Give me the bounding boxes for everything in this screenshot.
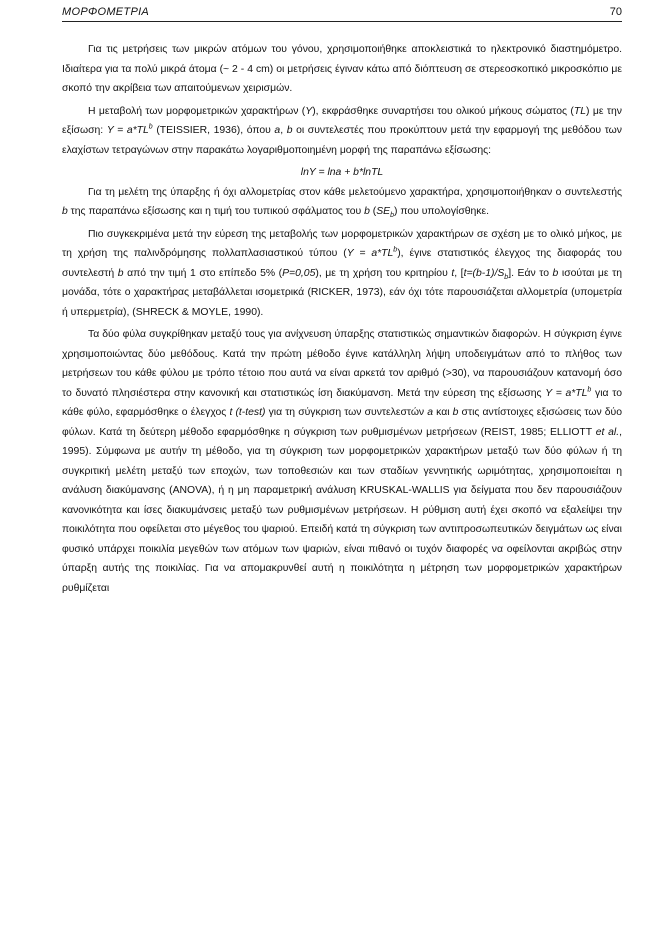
paragraph-4 [62,225,622,323]
text-run: Πιο συγκεκριμένα μετά την εύρεση της μεταβολής των μορφομετρικών χαρακτήρων σε σχέση με το ολικό μήκος, με τη χρήση της παλινδρόμησης πολλαπλασιαστικού τύπου ( [62,228,622,259]
equation-base: Y = a*TL [106,125,149,136]
text-run: της παραπάνω εξίσωσης και η τιμή του τυπικού σφάλματος του [67,206,365,217]
text-run: Η μεταβολή των μορφομετρικών χαρακτήρων ( [88,105,306,117]
var-a: a [274,125,281,136]
var-b: b [452,407,459,418]
equation-base: Y = a*TL [545,387,588,399]
text-run: στις αντίστοιχες εξισώσεις των δύο φύλων. Κατά τη δεύτερη μέθοδο εφαρμόσθηκε η σύγκριση των ρυθμισμένων μετρήσεων (REIST, 1985; ELLIOTT [62,407,622,438]
text-run: ), με τη χρήση του κριτηρίου [315,267,452,279]
text-run: ισούται με τη μονάδα, τότε ο χαρακτήρας μεταβάλλεται ισομετρικά (RICKER, 1973), εάν όχι τότε παρουσιάζεται αλλομετρία (υπομετρία ή υπερμετρία), (SHRECK & MOYLE, 1990). [62,267,622,318]
paragraph-1-text: Για τις μετρήσεις των μικρών ατόμων του γόνου, χρησιμοποιήθηκε αποκλειστικά το ηλεκτρονικό διαστημόμετρο. Ιδιαίτερα για τα πολύ μικρά άτομα (~ 2 - 4 cm) οι μετρήσεις έγιναν κάτω από διόπτευση σε στερεοσκοπικό μικροσκόπιο με σκοπό την ακρίβεια των απαιτούμενων χειρισμών. [62,44,622,94]
text-run: , [ [454,267,464,279]
var-b: b [364,206,370,217]
text-run: και [433,407,453,418]
text-run: για το κάθε φύλο, εφαρμόσθηκε ο έλεγχος [62,387,622,418]
et-al: et al. [595,426,620,438]
formula-base: t=(b-1)/S [463,267,505,279]
var-tl: TL [573,105,587,117]
body-text [62,40,622,601]
text-run: για τη σύγκριση των συντελεστών [265,407,428,418]
p-value: P=0,05 [282,267,316,279]
formula-subscript: b [504,273,509,281]
header-rule [62,21,622,22]
log-equation: lnY = lna + b*lnTL [300,167,384,178]
var-t: t [451,267,455,279]
t-test-term: t (t-test) [229,407,266,418]
page-number: 70 [609,6,622,18]
paragraph-2 [62,102,622,161]
text-run: ), έγινε στατιστικός έλεγχος της διαφοράς του συντελεστή [62,248,622,279]
var-b: b [286,125,293,136]
text-run: ), εκφράσθηκε συναρτήσει του ολικού μήκους σώματος ( [312,105,574,117]
var-b: b [117,267,124,279]
text-run: Για τη μελέτη της ύπαρξης ή όχι αλλομετρίας στον κάθε μελετούμενο χαρακτήρα, χρησιμοποιήθηκαν ο συντελεστής [88,186,622,198]
equation-inline [545,388,591,399]
paragraph-3 [62,183,622,222]
text-run: ) που υπολογίσθηκε. [394,206,490,217]
text-run: (TEISSIER, 1936), όπου [152,125,275,136]
text-run: , 1995). Σύμφωνα με αυτήν τη μέθοδο, για τη σύγκριση των μορφομετρικών χαρακτήρων μεταξύ των δύο φύλων ή τη συγκριτική μελέτη μεταξύ των εποχών, των τοποθεσιών και των σταδίων γεννητικής ωριμότητας, χρησιμοποιείται η ανάλυση διακύμανσης (ANOVA), ή η μη παραμετρική ανάλυση KRUSKAL-WALLIS για δείγματα που δεν παρουσιάζουν κανονικότητα και ίσες διακυμάνσεις μεταξύ των ρυθμισμένων μετρήσεων. Η ρύθμιση αυτή έχει σκοπό να εξαλείψει την ποικιλότητα που οφείλεται στο μέγεθος του ψαριού. Επειδή κατά τη σύγκριση των αντιπροσωπευτικών δειγμάτων ως είναι φυσικό υπάρχει ποικιλία μεγεθών των ατόμων των ψαριών, είναι πιθανό οι τυχόν διαφορές να οφείλονται ακριβώς στην ύπαρξη αυτής της ποικιλίας. Για να απομακρυνθεί αυτή η ποικιλότητα η μέτρηση των μορφομετρικών χαρακτήρων ρυθμίζεται [62,426,622,594]
var-b: b [62,206,68,217]
se-base: SE [376,206,391,217]
equation-exponent: b [587,386,592,394]
var-y: Y [305,105,313,117]
text-run: ]. Εάν το [508,267,553,279]
page-header [62,4,622,22]
var-a: a [427,407,434,418]
text-run: οι συντελεστές που προκύπτουν μετά την εφαρμογή της μεθόδου των ελαχίστων τετραγώνων στην παρακάτω λογαριθμοποιημένη μορφή της παραπάνω εξίσωσης: [62,125,622,156]
equation-inline [107,125,153,136]
equation-exponent: b [148,123,153,131]
equation-inline [347,248,398,259]
running-title: ΜΟΡΦΟΜΕΤΡΙΑ [62,6,150,18]
equation-exponent: b [393,246,398,254]
text-run: , [280,125,287,136]
paragraph-5 [62,325,622,598]
var-b: b [552,267,559,279]
se-subscript: b [390,212,395,220]
text-run: από την τιμή 1 στο επίπεδο 5% ( [123,267,283,279]
t-formula [464,268,509,279]
text-run: Τα δύο φύλα συγκρίθηκαν μεταξύ τους για ανίχνευση ύπαρξης στατιστικώς σημαντικών διαφορών. Η σύγκριση έγινε χρησιμοποιώντας δύο μεθόδους. Κατά την πρώτη μέθοδο έγινε κατάλληλη λήψη υποδειγμάτων από το πλήθος των μετρήσεων του κάθε φύλου με τρόπο τέτοιο που αυτά να είναι αρκετά τον αριθμό (>30), να παρουσιάζουν κατανομή όσο το δυνατό πλησιέστερα στην κανονική και στατιστικώς ίση διακύμανση. Μετά την εύρεση της εξίσωσης [62,329,622,399]
paragraph-1 [62,40,622,99]
standard-error [376,206,395,220]
text-run: ) με την εξίσωση: [62,105,622,136]
equation-base: Y = a*TL [346,248,394,259]
text-run: ( [369,206,377,217]
